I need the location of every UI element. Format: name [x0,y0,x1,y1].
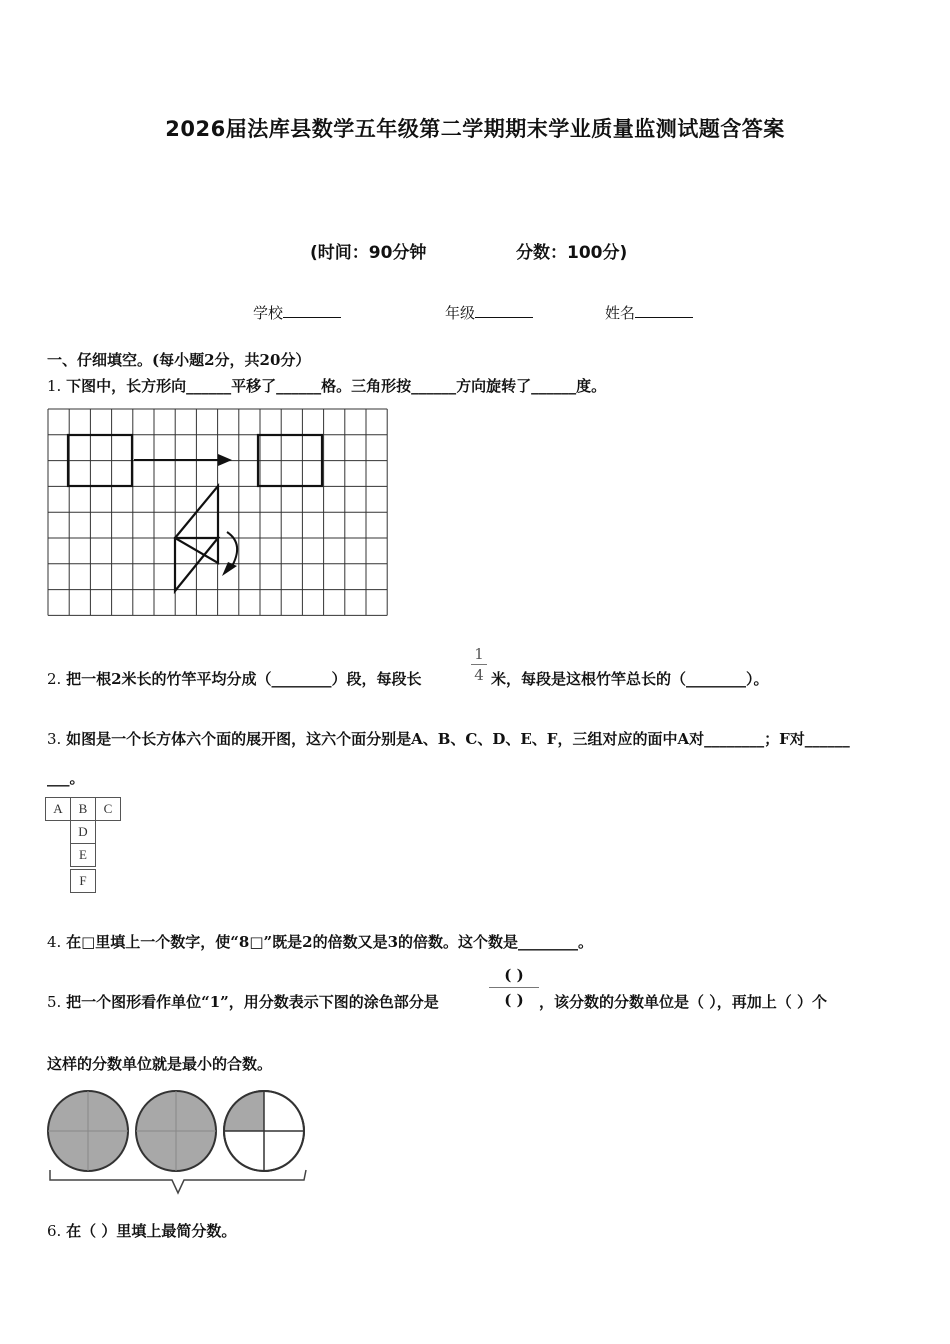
net-face-e: E [70,843,96,867]
net-face-b: B [70,797,96,821]
section-heading: 一、仔细填空。(每小题2分，共20分） [47,351,311,369]
grade-label: 年级 [445,304,476,322]
school-label: 学校 [253,304,284,322]
question-2 [47,669,422,689]
question-text-a: 如图是一个长方体六个面的展开图，这六个面分别是A、B、C、D、E、F，三组对应的面中A对________；F对______ [66,730,850,748]
question-number: 6. [47,1222,62,1240]
question-number: 2. [47,670,62,688]
net-face-d: D [70,820,96,844]
name-field[interactable] [605,302,693,323]
question-text-b: ___。 [47,769,85,787]
page-title: 2026届法库县数学五年级第二学期期末学业质量监测试题含答案 [165,117,785,141]
grade-field[interactable] [445,302,533,323]
net-face-f: F [70,869,96,893]
fraction-one-quarter [471,645,487,684]
circle-quarter [224,1091,304,1171]
net-face-c: C [95,797,121,821]
question-number: 5. [47,993,62,1011]
question-text-b: ，该分数的分数单位是（ ），再加上（ ）个 [539,993,827,1011]
question-text: 下图中，长方形向______平移了______格。三角形按______方向旋转了______度。 [66,377,607,395]
question-number: 3. [47,730,62,748]
fraction-denominator[interactable]: ( ) [504,991,524,1009]
circle-full-2 [136,1091,216,1171]
fraction-blank[interactable] [489,965,539,1010]
question-4 [47,932,593,952]
question-text-b: 米，每段是这根竹竿总长的（________）。 [491,670,769,688]
question-text-a: 把一根2米长的竹竿平均分成（________）段，每段长 [66,670,422,688]
net-face-a: A [45,797,71,821]
question-1 [47,376,606,396]
question-number: 1. [47,377,62,395]
question-number: 4. [47,933,62,951]
score-label: 分数：100分) [516,243,628,263]
school-field[interactable] [253,302,341,323]
question-5 [47,992,439,1012]
circle-full-1 [48,1091,128,1171]
question-text: 在（ ）里填上最简分数。 [66,1222,237,1240]
grade-blank[interactable] [475,302,533,318]
name-blank[interactable] [635,302,693,318]
name-label: 姓名 [605,304,636,322]
translation-rotation-grid [46,406,390,621]
shaded-circles-figure [46,1088,312,1198]
grouping-brace [50,1170,306,1193]
school-blank[interactable] [283,302,341,318]
fraction-numerator: 1 [474,645,484,663]
fraction-numerator[interactable]: ( ) [504,966,524,984]
question-text: 在□里填上一个数字，使“8□”既是2的倍数又是3的倍数。这个数是________。 [66,933,594,951]
translation-arrowhead [218,454,232,466]
time-label: (时间：90分钟 [310,243,427,263]
question-6 [47,1221,236,1241]
fraction-denominator: 4 [474,666,484,684]
question-text-a: 把一个图形看作单位“1”，用分数表示下图的涂色部分是 [66,993,439,1011]
question-3 [47,729,850,749]
cuboid-net [45,797,125,899]
question-text-c: 这样的分数单位就是最小的合数。 [47,1055,273,1073]
